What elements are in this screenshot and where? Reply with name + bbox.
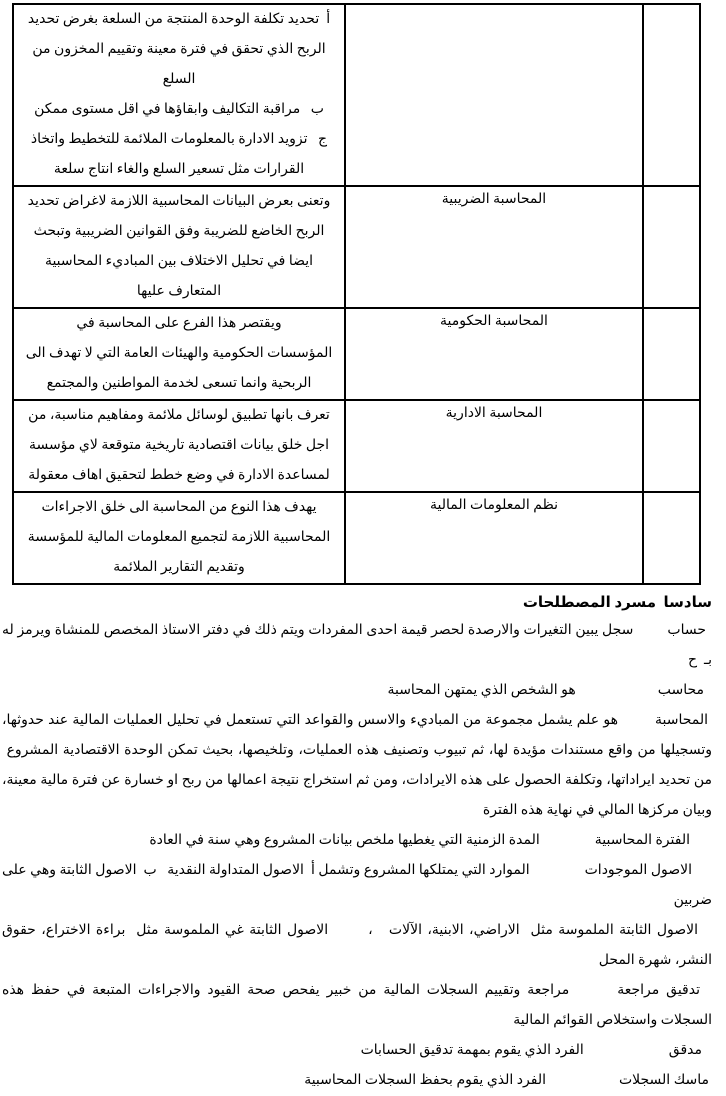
description-line: تعرف بانها تطبيق لوسائل ملائمة ومفاهيم مناسبة، من	[28, 408, 330, 423]
description-line: يهدف هذا النوع من المحاسبة الى خلق الاجراءات	[41, 500, 317, 515]
table-cell-branch-label: نظم المعلومات المالية	[345, 492, 643, 584]
glossary-entry	[2, 976, 712, 1036]
description-line: أ تحديد تكلفة الوحدة المنتجة من السلعة بغرض تحديد	[27, 12, 331, 27]
glossary-definition: هو الشخص الذي يمتهن المحاسبة	[387, 683, 576, 698]
table-row	[13, 492, 700, 584]
description-line: ايضا في تحليل الاختلاف بين المباديء المحاسبية	[44, 254, 314, 269]
glossary-entry	[2, 1066, 712, 1096]
table-cell-ref	[643, 308, 700, 400]
glossary-entries	[2, 616, 712, 1096]
description-line: ب مراقبة التكاليف وابقاؤها في اقل مستوى ممكن	[34, 102, 324, 117]
term-definition-gap	[569, 993, 617, 994]
glossary-term: ماسك السجلات	[618, 1073, 709, 1088]
table-cell-ref	[643, 492, 700, 584]
glossary-entry	[2, 706, 712, 826]
term-definition-gap	[633, 633, 667, 634]
glossary-definition: هو علم يشمل مجموعة من المباديء والاسس والقواعد التي تستعمل في تحليل العمليات المالية عند حدوثها، وتسجيلها من واقع مستندات مؤيدة لها، ثم تبيوب وتصنيف هذه العمليات، وتلخيصها، بحيث تمكن الوحدة الاقتصادية المشروع من تحديد ايراداتها، وتكلفة الحصول على هذه الايرادات، ومن ثم استخراج نتيجة اعمالها من ربح او خسارة عن فترة مالية معينة، وبيان مركزها المالي في نهاية هذه الفترة	[2, 713, 712, 818]
table-cell-branch-label: المحاسبة الادارية	[345, 400, 643, 492]
term-definition-gap	[584, 1053, 669, 1054]
glossary-entry	[2, 1036, 712, 1066]
glossary-term: الاصول الموجودات	[584, 863, 692, 878]
glossary-entry	[2, 616, 712, 676]
glossary-term: الفترة المحاسبية	[594, 833, 690, 848]
description-line: القرارات مثل تسعير السلع والغاء انتاج سلعة	[53, 162, 305, 177]
table-cell-ref	[643, 400, 700, 492]
table-cell-description	[13, 4, 345, 186]
description-line: المتعارف عليها	[136, 284, 222, 299]
glossary-definition: المدة الزمنية التي يغطيها ملخص بيانات المشروع وهي سنة في العادة	[149, 833, 540, 848]
table-row	[13, 308, 700, 400]
glossary-heading: سادسا مسرد المصطلحات	[522, 595, 712, 611]
description-line: الربحية وانما تسعى لخدمة المواطنين والمجتمع	[46, 376, 312, 391]
term-definition-gap	[576, 693, 658, 694]
glossary-definition: الفرد الذي يقوم بحفظ السجلات المحاسبية	[304, 1073, 546, 1088]
description-line: اجل خلق بيانات اقتصادية تاريخية متوقعة لاي مؤسسة	[28, 438, 330, 453]
table-row	[13, 400, 700, 492]
table-cell-ref	[643, 186, 700, 308]
table-row	[13, 186, 700, 308]
table-cell-branch-label: المحاسبة الحكومية	[345, 308, 643, 400]
description-line: وتقديم التقارير الملائمة	[113, 560, 245, 575]
term-definition-gap	[540, 843, 595, 844]
glossary-term: محاسب	[657, 683, 704, 698]
glossary-entry	[2, 676, 712, 706]
term-definition-gap	[530, 873, 585, 874]
description-line: ج تزويد الادارة بالمعلومات الملائمة للتخطيط واتخاذ	[30, 132, 328, 147]
glossary-definition: الفرد الذي يقوم بمهمة تدقيق الحسابات	[360, 1043, 584, 1058]
glossary-definition: الاصول الثابتة غي الملموسة مثل براءة الاختراع، حقوق النشر، شهرة المحل	[2, 923, 712, 968]
description-line: الربح الذي تحقق في فترة معينة وتقييم المخزون من	[32, 42, 326, 57]
glossary-definition: الموارد التي يمتلكها المشروع وتشمل أ الاصول المتداولة النقدية ب الاصول الثابتة وهي على ضربين	[2, 863, 712, 908]
table-cell-description	[13, 308, 345, 400]
description-line: السلع	[162, 72, 196, 87]
table-cell-description	[13, 400, 345, 492]
glossary-term: المحاسبة	[654, 713, 708, 728]
description-line: لمساعدة الادارة في وضع خطط لتحقيق اهاف معقولة	[28, 468, 330, 483]
table-body	[13, 4, 700, 584]
description-line: الربح الخاضع للضريبة وفق القوانين الضريبية وتبحث	[33, 224, 325, 239]
table-cell-branch-label: المحاسبة الضريبية	[345, 186, 643, 308]
table-cell-description	[13, 186, 345, 308]
glossary-entry	[2, 826, 712, 856]
term-definition-gap	[546, 1083, 619, 1084]
glossary-section	[0, 585, 726, 1096]
description-line: وتعنى بعرض البيانات المحاسبية اللازمة لاغراض تحديد	[27, 194, 331, 209]
description-line: ويقتصر هذا الفرع على المحاسبة في	[76, 316, 282, 331]
glossary-entry	[2, 916, 712, 976]
glossary-term: مدقق	[668, 1043, 702, 1058]
table-cell-description	[13, 492, 345, 584]
table-cell-branch-label	[345, 4, 643, 186]
term-definition-gap	[618, 723, 655, 724]
glossary-definition: مراجعة وتقييم السجلات المالية من خبير يفحص صحة القيود والاجراءات المتبعة في حفظ هذه السجلات واستخلاص القوائم المالية	[2, 983, 712, 1028]
glossary-definition: سجل يبين التغيرات والارصدة لحصر قيمة احدى المفردات ويتم ذلك في دفتر الاستاذ المخصص للمنشاة ويرمز له بـ ح	[2, 623, 712, 668]
glossary-term: تدقيق مراجعة	[617, 983, 700, 998]
table-cell-ref	[643, 4, 700, 186]
accounting-branches-table	[12, 3, 701, 585]
description-line: المحاسبية اللازمة لتجميع المعلومات المالية للمؤسسة	[27, 530, 331, 545]
glossary-term: حساب	[667, 623, 706, 638]
description-line: المؤسسات الحكومية والهيئات العامة التي لا تهدف الى	[25, 346, 333, 361]
term-definition-gap	[328, 933, 368, 934]
glossary-term: الاصول الثابتة الملموسة مثل الاراضي، الابنية، الآلات ،	[368, 923, 698, 938]
glossary-entry	[2, 856, 712, 916]
table-row	[13, 4, 700, 186]
